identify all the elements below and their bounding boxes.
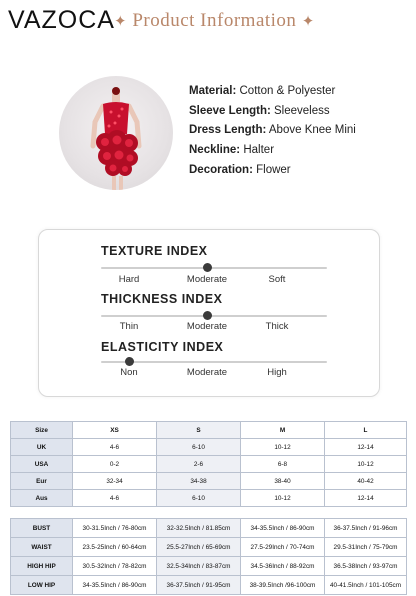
table-spacer xyxy=(157,507,241,519)
table-cell: 34.5-36Inch / 88-92cm xyxy=(241,557,325,576)
table-cell: Eur xyxy=(11,473,73,490)
table-cell: 10-12 xyxy=(241,439,325,456)
table-cell: 4-6 xyxy=(73,439,157,456)
texture-option: Moderate xyxy=(186,274,228,285)
table-cell: 12-14 xyxy=(325,439,407,456)
thickness-option: Thin xyxy=(119,321,139,332)
texture-slider-knob xyxy=(203,263,212,272)
table-cell: 40-41.5Inch / 101-105cm xyxy=(325,576,407,595)
table-header-cell: Size xyxy=(11,422,73,439)
sparkle-icon: ✦ xyxy=(301,14,315,30)
table-spacer xyxy=(11,507,73,519)
table-header-row xyxy=(11,422,407,439)
thickness-option: Thick xyxy=(265,321,289,332)
table-cell: HIGH HIP xyxy=(11,557,73,576)
info-sleeve-length xyxy=(189,103,330,119)
thickness-option: Moderate xyxy=(186,321,228,332)
table-cell: 38-40 xyxy=(241,473,325,490)
table-cell: 38-39.5Inch /96-100cm xyxy=(241,576,325,595)
texture-slider-track xyxy=(101,267,327,269)
table-row xyxy=(11,473,407,490)
table-cell: 29.5-31Inch / 75-79cm xyxy=(325,538,407,557)
dress-illustration xyxy=(59,76,173,190)
table-header-cell: XS xyxy=(73,422,157,439)
thickness-slider-knob xyxy=(203,311,212,320)
info-material xyxy=(189,83,335,99)
table-cell: 40-42 xyxy=(325,473,407,490)
table-cell: 10-12 xyxy=(241,490,325,507)
product-image xyxy=(59,76,173,190)
info-label: Decoration: xyxy=(189,164,253,176)
table-header-cell: M xyxy=(241,422,325,439)
texture-index-title: TEXTURE INDEX xyxy=(101,244,208,258)
info-label: Neckline: xyxy=(189,144,241,156)
section-title-text: Product Information xyxy=(132,10,297,31)
table-row xyxy=(11,557,407,576)
table-spacer-row xyxy=(11,507,407,519)
elasticity-option: Non xyxy=(120,367,138,378)
info-value: Sleeveless xyxy=(274,105,330,117)
elasticity-slider-knob xyxy=(125,357,134,366)
sparkle-icon: ✦ xyxy=(114,14,128,30)
elasticity-slider-track xyxy=(101,361,327,363)
thickness-index-title: THICKNESS INDEX xyxy=(101,292,223,306)
table-cell: 6-8 xyxy=(241,456,325,473)
table-cell: UK xyxy=(11,439,73,456)
table-cell: WAIST xyxy=(11,538,73,557)
table-row xyxy=(11,538,407,557)
texture-option: Hard xyxy=(118,274,140,285)
brand-logo: VAZOCA xyxy=(8,6,115,34)
info-label: Dress Length: xyxy=(189,124,267,136)
elasticity-index-title: ELASTICITY INDEX xyxy=(101,340,224,354)
table-cell: LOW HIP xyxy=(11,576,73,595)
table-cell: Aus xyxy=(11,490,73,507)
info-value: Above Knee Mini xyxy=(268,124,356,136)
table-cell: USA xyxy=(11,456,73,473)
info-value: Halter xyxy=(243,144,275,156)
table-row xyxy=(11,456,407,473)
table-row xyxy=(11,490,407,507)
section-title xyxy=(114,8,315,35)
table-cell: 30.5-32Inch / 78-82cm xyxy=(73,557,157,576)
table-cell: 32-34 xyxy=(73,473,157,490)
elasticity-option: High xyxy=(267,367,287,378)
table-cell: 32-32.5Inch / 81.85cm xyxy=(157,519,241,538)
info-value: Flower xyxy=(256,164,291,176)
table-cell: 36-37.5Inch / 91-95cm xyxy=(157,576,241,595)
thickness-slider-track xyxy=(101,315,327,317)
info-neckline xyxy=(189,142,274,158)
table-header-cell: L xyxy=(325,422,407,439)
table-cell: 34-38 xyxy=(157,473,241,490)
table-row xyxy=(11,439,407,456)
table-cell: 34-35.5Inch / 86-90cm xyxy=(241,519,325,538)
table-cell: 12-14 xyxy=(325,490,407,507)
table-spacer xyxy=(241,507,325,519)
table-row xyxy=(11,576,407,595)
table-cell: 36-37.5Inch / 91-96cm xyxy=(325,519,407,538)
texture-option: Soft xyxy=(268,274,286,285)
table-cell: 4-6 xyxy=(73,490,157,507)
table-cell: 6-10 xyxy=(157,439,241,456)
table-cell: 23.5-25Inch / 60-64cm xyxy=(73,538,157,557)
table-cell: 25.5-27Inch / 65-69cm xyxy=(157,538,241,557)
table-cell: 10-12 xyxy=(325,456,407,473)
size-chart-table xyxy=(10,421,407,595)
table-cell: 32.5-34Inch / 83-87cm xyxy=(157,557,241,576)
table-cell: BUST xyxy=(11,519,73,538)
table-cell: 6-10 xyxy=(157,490,241,507)
elasticity-option: Moderate xyxy=(186,367,228,378)
table-cell: 30-31.5Inch / 76-80cm xyxy=(73,519,157,538)
table-spacer xyxy=(73,507,157,519)
info-label: Sleeve Length: xyxy=(189,105,271,117)
info-value: Cotton & Polyester xyxy=(239,85,336,97)
table-cell: 2-6 xyxy=(157,456,241,473)
info-decoration xyxy=(189,162,291,178)
table-row xyxy=(11,519,407,538)
table-spacer xyxy=(325,507,407,519)
info-dress-length xyxy=(189,122,356,138)
table-cell: 34-35.5Inch / 86-90cm xyxy=(73,576,157,595)
table-header-cell: S xyxy=(157,422,241,439)
info-label: Material: xyxy=(189,85,237,97)
table-cell: 0-2 xyxy=(73,456,157,473)
table-cell: 27.5-29Inch / 70-74cm xyxy=(241,538,325,557)
table-cell: 36.5-38Inch / 93-97cm xyxy=(325,557,407,576)
